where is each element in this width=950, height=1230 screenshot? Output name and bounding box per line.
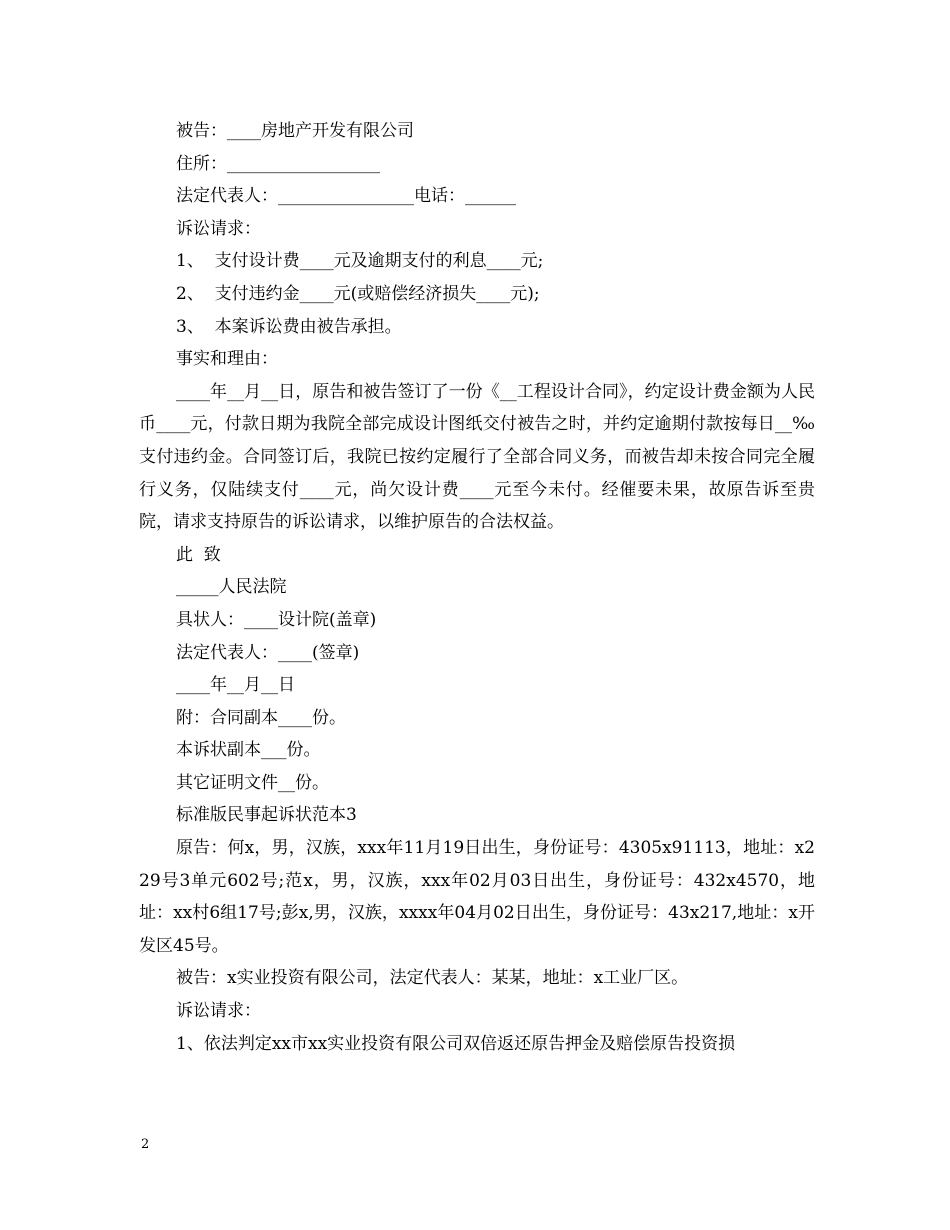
document-body — [139, 115, 815, 1060]
page-number: 2 — [141, 1137, 150, 1152]
plaintiffs-paragraph: 原告：何x，男，汉族，xxx年11月19日出生，身份证号：4305x91113，地址：x229号3单元602号;范x，男，汉族，xxx年02月03日出生，身份证号：432x4570，地址：xx村6组17号;彭x,男，汉族，xxxx年04月02日出生，身份证号：43x217,地址：x开发区45号。 — [139, 838, 815, 956]
court-line: _____人民法院 — [176, 577, 287, 598]
legal-representative-line: 法定代表人：________________电话：______ — [176, 186, 516, 207]
claims-heading: 诉讼请求： — [176, 218, 261, 239]
attachment-evidence-line: 其它证明文件__份。 — [176, 772, 329, 793]
facts-paragraph: ____年__月__日，原告和被告签订了一份《__工程设计合同》，约定设计费金额为人民币____元，付款日期为我院全部完成设计图纸交付被告之时，并约定逾期付款按每日__‰支付违约金。合同签订后，我院已按约定履行了全部合同义务，而被告却未按合同完全履行义务，仅陆续支付____元，尚欠设计费____元至今未付。经催要未果，故原告诉至贵院，请求支持原告的诉讼请求，以维护原告的合法权益。 — [139, 381, 815, 533]
claim-item-2: 2、 支付违约金____元(或赔偿经济损失____元); — [176, 283, 540, 304]
plaintiff-signature-line: 具状人：____设计院(盖章) — [176, 609, 377, 630]
salutation-line: 此 致 — [176, 544, 221, 565]
facts-heading: 事实和理由： — [176, 349, 278, 370]
date-line: ____年__月__日 — [176, 675, 295, 696]
claim-item-1b: 1、依法判定xx市xx实业投资有限公司双倍返还原告押金及赔偿原告投资损 — [176, 1033, 736, 1054]
attachment-copy-line: 本诉状副本___份。 — [176, 740, 321, 761]
template-title-line: 标准版民事起诉状范本3 — [176, 805, 357, 826]
address-line: 住所：__________________ — [176, 153, 380, 174]
claims-heading-2: 诉讼请求： — [176, 1001, 261, 1022]
defendant-company-line: 被告：x实业投资有限公司，法定代表人：某某，地址：x工业厂区。 — [176, 968, 689, 989]
defendant-line: 被告：____房地产开发有限公司 — [176, 121, 414, 141]
claim-item-1: 1、 支付设计费____元及逾期支付的利息____元; — [176, 251, 544, 272]
claim-item-3: 3、 本案诉讼费由被告承担。 — [176, 316, 402, 337]
attachment-contract-line: 附：合同副本____份。 — [176, 707, 346, 728]
representative-signature-line: 法定代表人：____(签章) — [176, 642, 360, 663]
